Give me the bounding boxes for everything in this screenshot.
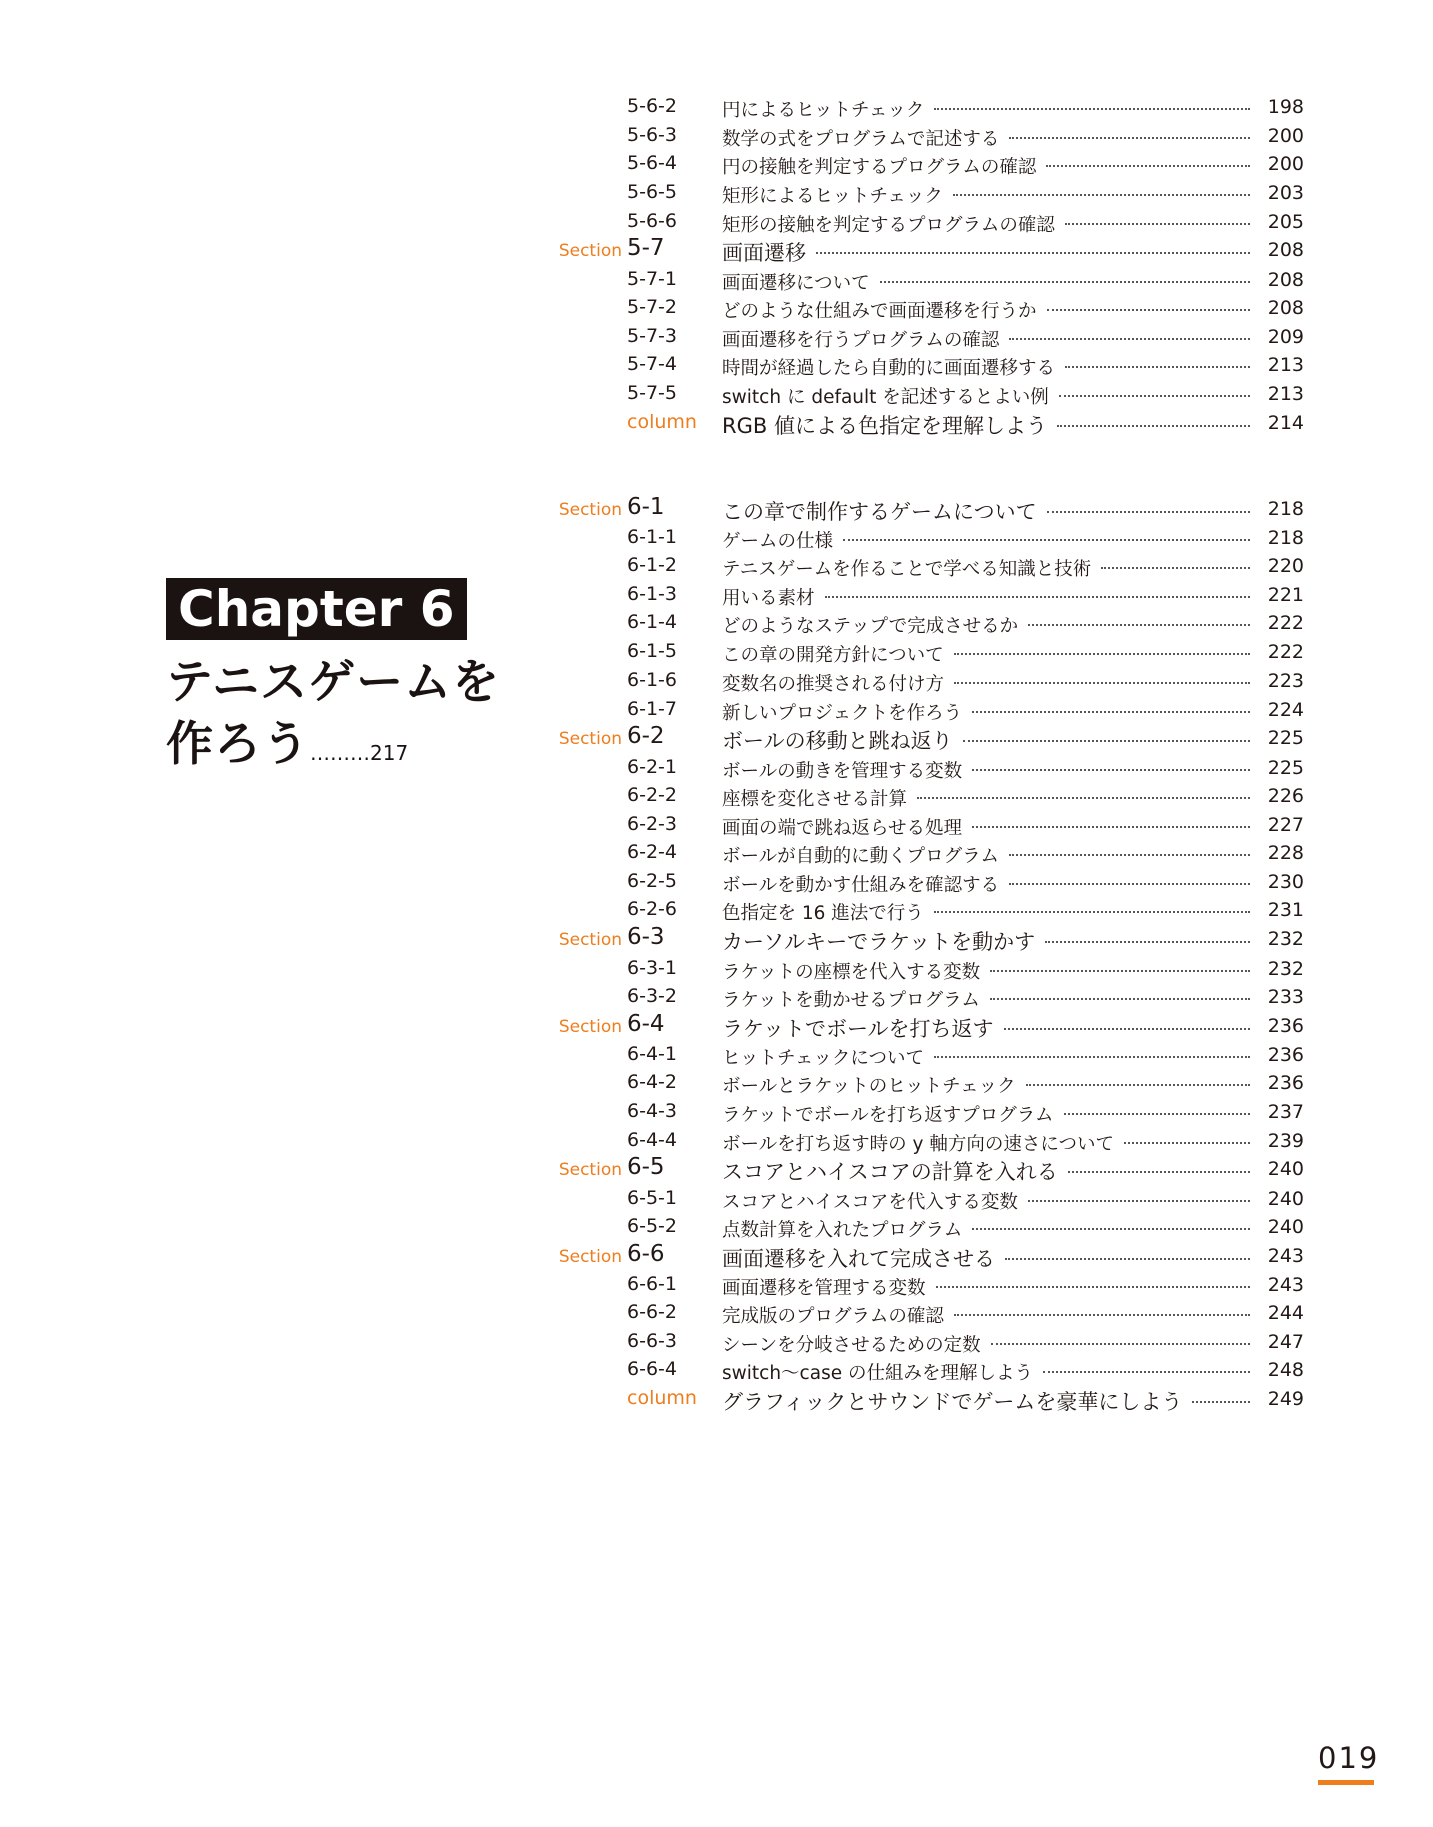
entry-title-text: ボールが自動的に動くプログラム [722,846,999,867]
dot-leader [954,682,1250,684]
dot-leader [843,539,1250,541]
dot-leader [1192,1401,1250,1403]
chapter-title-line1: テニスゲームを [166,655,501,710]
entry-title-text: 矩形の接触を判定するプログラムの確認 [722,215,1055,236]
entry-title-text: グラフィックとサウンドでゲームを豪華にしよう [722,1390,1183,1414]
dot-leader [972,769,1250,771]
dot-leader [917,797,1250,799]
dot-leader [1009,338,1250,340]
entry-title-text: 色指定を 16 進法で行う [722,903,924,924]
entry-number: 6-5-2 [627,1215,677,1237]
dot-leader [963,740,1250,742]
dot-leader [954,653,1250,655]
entry-title [722,354,1256,380]
dot-leader [880,281,1250,283]
entry-title [722,383,1256,409]
entry-title [722,641,1256,667]
entry-page: 239 [1267,1130,1304,1152]
entry-title [722,1386,1256,1416]
entry-number: 5-7-3 [627,325,677,347]
entry-number: 6-6-4 [627,1358,677,1380]
entry-page: 223 [1267,670,1304,692]
entry-number: 6-6-1 [627,1273,677,1295]
section-label: Section [558,241,622,261]
entry-page: 227 [1267,814,1304,836]
entry-number: 6-1-5 [627,640,677,662]
entry-title-text: この章の開発方針について [722,645,944,666]
entry-title [722,725,1256,755]
entry-title-text: 数学の式をプログラムで記述する [722,129,1000,150]
entry-title-text: 変数名の推奨される付け方 [722,674,945,695]
entry-page: 240 [1267,1158,1304,1180]
section-label: Section [558,500,622,520]
entry-title [722,237,1256,267]
entry-number: column [627,411,697,433]
dot-leader [991,1343,1250,1345]
entry-title [722,612,1256,638]
entry-page: 225 [1267,757,1304,779]
entry-title-text: switch～case の仕組みを理解しよう [722,1363,1033,1384]
entry-number: 6-1 [627,494,665,520]
dot-leader [953,194,1250,196]
entry-page: 218 [1267,527,1304,549]
entry-title-text: 座標を変化させる計算 [722,789,908,810]
entry-number: 5-6-2 [627,95,677,117]
entry-title-text: ラケットを動かせるプログラム [722,990,980,1011]
entry-title [722,785,1256,811]
entry-page: 240 [1267,1188,1304,1210]
entry-title-text: どのような仕組みで画面遷移を行うか [722,301,1037,322]
entry-title-text: 用いる素材 [722,588,815,609]
entry-page: 221 [1267,584,1304,606]
entry-page: 224 [1267,699,1304,721]
section-label: Section [558,1247,622,1267]
entry-page: 205 [1267,211,1304,233]
dot-leader [1068,1171,1250,1173]
entry-title [722,410,1256,440]
toc-section-row [0,1153,1433,1187]
entry-title-text: 点数計算を入れたプログラム [722,1220,963,1241]
toc-section-row [0,234,1433,268]
entry-page: 222 [1267,612,1304,634]
dot-leader [1005,1258,1250,1260]
entry-title-text: 画面遷移を行うプログラムの確認 [722,330,1000,351]
entry-number: 6-2 [627,723,665,749]
entry-page: 228 [1267,842,1304,864]
entry-page: 213 [1267,354,1304,376]
entry-title-text: どのようなステップで完成させるか [722,616,1019,637]
dot-leader [1043,1371,1250,1373]
entry-number: 6-1-7 [627,698,677,720]
toc-section-row [0,722,1433,756]
chapter-title-line2-text: 作ろう [166,717,310,772]
entry-number: 6-4-4 [627,1129,677,1151]
entry-title-text: ボールの動きを管理する変数 [722,761,963,782]
entry-number: 5-6-3 [627,124,677,146]
entry-title [722,1302,1256,1328]
entry-title-text: この章で制作するゲームについて [722,500,1037,524]
entry-title-text: ボールを打ち返す時の y 軸方向の速さについて [722,1134,1114,1155]
dot-leader [1009,883,1250,885]
entry-title-text: 画面遷移を管理する変数 [722,1278,926,1299]
entry-number: 6-1-3 [627,583,677,605]
dot-leader [1124,1142,1250,1144]
entry-page: 208 [1267,239,1304,261]
dot-leader [1026,1084,1250,1086]
entry-page: 248 [1267,1359,1304,1381]
dot-leader [1065,223,1250,225]
entry-page: 214 [1267,412,1304,434]
entry-title-text: 画面遷移 [722,241,806,265]
entry-title-text: 円によるヒットチェック [722,100,925,121]
entry-title-text: ラケットの座標を代入する変数 [722,962,981,983]
entry-page: 209 [1267,326,1304,348]
section-label: Section [558,930,622,950]
entry-number: 6-3 [627,924,665,950]
toc-section-row [0,923,1433,957]
entry-title-text: ゲームの仕様 [722,531,834,552]
entry-title [722,555,1256,581]
dot-leader [1047,309,1250,311]
entry-page: 232 [1267,958,1304,980]
entry-number: 6-5 [627,1154,665,1180]
dot-leader [936,1286,1250,1288]
entry-page: 222 [1267,641,1304,663]
entry-page: 231 [1267,899,1304,921]
entry-number: 5-6-6 [627,210,677,232]
entry-page: 226 [1267,785,1304,807]
entry-page: 203 [1267,182,1304,204]
section-label: Section [558,1017,622,1037]
entry-number: 6-6-3 [627,1330,677,1352]
entry-title-text: ボールの移動と跳ね返り [722,729,953,753]
entry-title-text: 画面遷移を入れて完成させる [722,1247,995,1271]
dot-leader [1009,137,1250,139]
entry-title [722,153,1256,179]
entry-number: 6-2-4 [627,841,677,863]
entry-number: 6-4-1 [627,1043,677,1065]
chapter-label: Chapter 6 [166,578,467,640]
entry-page: 247 [1267,1331,1304,1353]
dot-leader [1047,511,1250,513]
entry-title-text: 矩形によるヒットチェック [722,186,943,207]
entry-title [722,182,1256,208]
toc-column-row [0,407,1433,441]
dot-leader [1059,395,1250,397]
dot-leader [1057,425,1250,427]
chapter-page-leader: ……… [310,741,370,765]
entry-number: 6-3-1 [627,957,677,979]
entry-page: 232 [1267,928,1304,950]
toc-column-row [0,1383,1433,1417]
entry-title [722,297,1256,323]
entry-title [722,1101,1256,1127]
entry-number: 5-6-5 [627,181,677,203]
entry-number: 6-3-2 [627,985,677,1007]
dot-leader [990,998,1250,1000]
entry-title-text: ボールとラケットのヒットチェック [722,1076,1016,1097]
entry-title [722,1216,1256,1242]
entry-number: 6-4 [627,1011,665,1037]
dot-leader [1028,1200,1250,1202]
entry-page: 213 [1267,383,1304,405]
entry-page: 236 [1267,1015,1304,1037]
entry-number: 5-7-4 [627,353,677,375]
entry-number: 6-1-1 [627,526,677,548]
entry-title [722,1359,1256,1385]
entry-title [722,96,1256,122]
entry-number: 6-2-3 [627,813,677,835]
dot-leader [972,826,1250,828]
dot-leader [825,596,1250,598]
dot-leader [1045,941,1250,943]
dot-leader [972,711,1250,713]
entry-title-text: テニスゲームを作ることで学べる知識と技術 [722,559,1092,580]
entry-title [722,842,1256,868]
entry-page: 236 [1267,1044,1304,1066]
dot-leader [990,970,1250,972]
dot-leader [954,1314,1250,1316]
entry-page: 218 [1267,498,1304,520]
entry-page: 208 [1267,297,1304,319]
entry-page: 233 [1267,986,1304,1008]
entry-title-text: シーンを分岐させるための定数 [722,1335,981,1356]
entry-page: 225 [1267,727,1304,749]
dot-leader [1004,1028,1250,1030]
entry-title-text: 新しいプロジェクトを作ろう [722,703,963,724]
section-label: Section [558,729,622,749]
entry-title-text: カーソルキーでラケットを動かす [722,930,1036,954]
entry-number: 6-1-2 [627,554,677,576]
entry-page: 249 [1267,1388,1304,1410]
page-number: 019 [1318,1741,1380,1775]
entry-title-text: ボールを動かす仕組みを確認する [722,875,1000,896]
entry-number: 5-6-4 [627,152,677,174]
entry-number: 6-1-6 [627,669,677,691]
entry-page: 243 [1267,1245,1304,1267]
entry-number: 6-2-2 [627,784,677,806]
entry-title-text: 画面の端で跳ね返らせる処理 [722,818,962,839]
entry-page: 220 [1267,555,1304,577]
entry-title [722,1156,1256,1186]
entry-number: 6-4-3 [627,1100,677,1122]
entry-page: 200 [1267,125,1304,147]
entry-title-text: スコアとハイスコアの計算を入れる [722,1160,1058,1184]
dot-leader [934,108,1250,110]
entry-number: 6-6-2 [627,1301,677,1323]
entry-title [722,1072,1256,1098]
entry-number: 6-2-6 [627,898,677,920]
entry-number: column [627,1387,697,1409]
entry-title-text: 完成版のプログラムの確認 [722,1306,944,1327]
dot-leader [1028,624,1250,626]
dot-leader [816,252,1250,254]
entry-title [722,926,1256,956]
dot-leader [1101,567,1250,569]
entry-title-text: 円の接触を判定するプログラムの確認 [722,157,1037,178]
entry-number: 5-7 [627,235,665,261]
entry-page: 236 [1267,1072,1304,1094]
entry-number: 6-1-4 [627,611,677,633]
entry-number: 6-6 [627,1241,665,1267]
entry-page: 240 [1267,1216,1304,1238]
entry-page: 244 [1267,1302,1304,1324]
entry-page: 230 [1267,871,1304,893]
dot-leader [1064,1113,1250,1115]
entry-number: 5-7-5 [627,382,677,404]
dot-leader [934,1056,1250,1058]
entry-title-text: ラケットでボールを打ち返す [722,1017,994,1041]
chapter-page: 217 [370,741,409,765]
entry-number: 6-4-2 [627,1071,677,1093]
entry-page: 200 [1267,153,1304,175]
dot-leader [972,1228,1250,1230]
entry-title-text: ヒットチェックについて [722,1048,925,1069]
entry-title-text: スコアとハイスコアを代入する変数 [722,1192,1018,1213]
section-label: Section [558,1160,622,1180]
entry-number: 6-2-1 [627,756,677,778]
dot-leader [1046,165,1250,167]
entry-title-text: 時間が経過したら自動的に画面遷移する [722,358,1056,379]
entry-title-text: ラケットでボールを打ち返すプログラム [722,1105,1054,1126]
entry-title [722,899,1256,925]
entry-page: 237 [1267,1101,1304,1123]
entry-number: 5-7-2 [627,296,677,318]
entry-number: 6-2-5 [627,870,677,892]
dot-leader [934,911,1250,913]
entry-title [722,986,1256,1012]
entry-title-text: RGB 値による色指定を理解しよう [722,414,1047,438]
entry-title-text: switch に default を記述するとよい例 [722,387,1049,408]
dot-leader [1065,366,1250,368]
entry-page: 243 [1267,1274,1304,1296]
entry-page: 208 [1267,269,1304,291]
entry-page: 198 [1267,96,1304,118]
page-number-underline [1318,1780,1374,1785]
entry-title-text: 画面遷移について [722,273,870,294]
entry-title [722,670,1256,696]
entry-number: 6-5-1 [627,1187,677,1209]
entry-number: 5-7-1 [627,268,677,290]
dot-leader [1009,854,1250,856]
